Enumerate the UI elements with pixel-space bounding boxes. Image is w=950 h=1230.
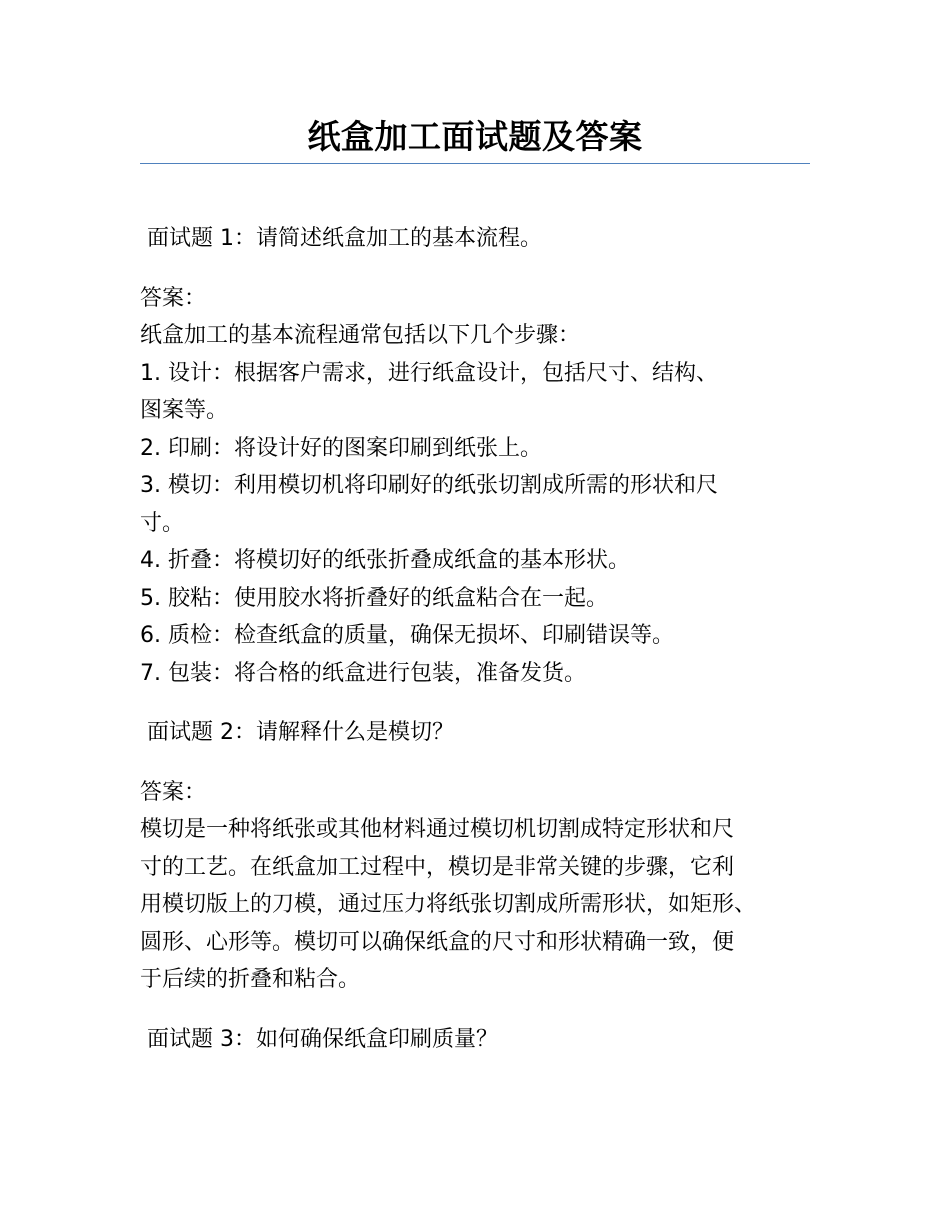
section-spacer	[140, 692, 830, 714]
answer-2-line: 于后续的折叠和粘合。	[140, 967, 361, 992]
answer-2-line: 用模切版上的刀模，通过压力将纸张切割成所需形状，如矩形、	[140, 892, 757, 917]
answer-2-line: 模切是一种将纸张或其他材料通过模切机切割成特定形状和尺	[140, 817, 735, 842]
section-spacer	[140, 999, 830, 1021]
answer-label-2: 答案：	[140, 779, 207, 805]
answer-2-line: 寸的工艺。在纸盒加工过程中，模切是非常关键的步骤，它利	[140, 854, 735, 880]
answer-1-line: 7. 包装：将合格的纸盒进行包装，准备发货。	[140, 660, 586, 686]
page-title: 纸盒加工面试题及答案	[307, 117, 643, 156]
title-underline	[140, 163, 810, 164]
answer-1-line: 1. 设计：根据客户需求，进行纸盒设计，包括尺寸、结构、	[140, 360, 718, 386]
answer-1-intro: 纸盒加工的基本流程通常包括以下几个步骤：	[140, 323, 581, 348]
document-body	[140, 220, 830, 1058]
answer-1-line: 2. 印刷：将设计好的图案印刷到纸张上。	[140, 435, 542, 461]
answer-1-line: 4. 折叠：将模切好的纸张折叠成纸盒的基本形状。	[140, 548, 630, 573]
answer-2-line: 圆形、心形等。模切可以确保纸盒的尺寸和形状精确一致，便	[140, 929, 735, 955]
answer-1-line: 寸。	[140, 510, 185, 536]
question-2: 面试题 2：请解释什么是模切？	[147, 720, 454, 745]
question-3: 面试题 3：如何确保纸盒印刷质量？	[147, 1026, 498, 1052]
question-1: 面试题 1：请简述纸盒加工的基本流程。	[147, 226, 542, 251]
answer-1-line: 图案等。	[140, 398, 229, 423]
answer-1-line: 5. 胶粘：使用胶水将折叠好的纸盒粘合在一起。	[140, 585, 608, 611]
answer-label-1: 答案：	[140, 285, 207, 311]
answer-1-line: 6. 质检：检查纸盒的质量，确保无损坏、印刷错误等。	[140, 623, 674, 648]
answer-1-line: 3. 模切：利用模切机将印刷好的纸张切割成所需的形状和尺	[140, 473, 718, 498]
